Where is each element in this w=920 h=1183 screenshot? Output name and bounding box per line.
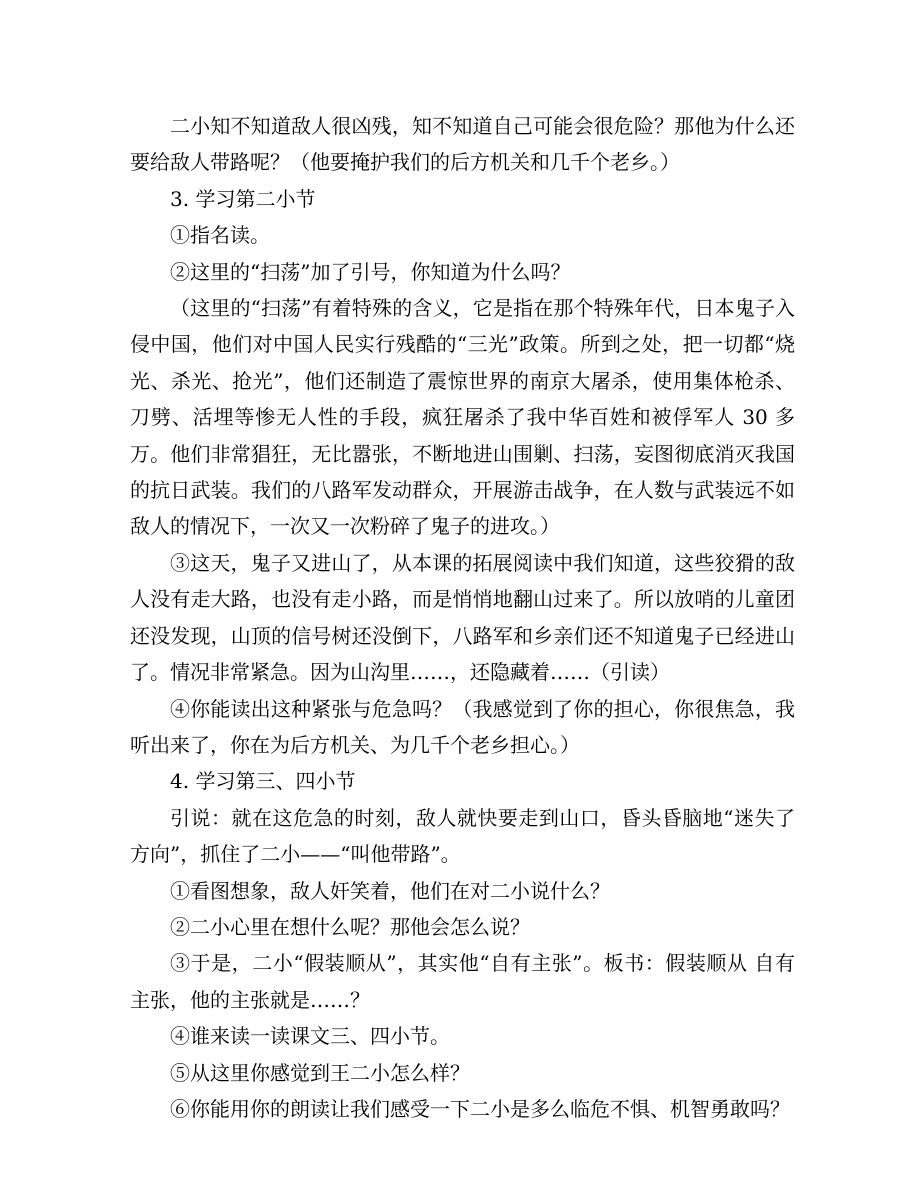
paragraph-lead-in: 引说：就在这危急的时刻，敌人就快要走到山口，昏头昏脑地“迷失了方向”，抓住了二小——“叫他带路”。 [130,805,795,867]
list-item: ②二小心里在想什么呢？那他会怎么说？ [170,914,530,939]
section-heading-3: 3. 学习第二小节 [170,186,316,211]
list-item: ①指名读。 [170,223,270,248]
paragraph-intro-question: 二小知不知道敌人很凶残，知不知道自己可能会很危险？那他为什么还要给敌人带路呢？（他要掩护我们的后方机关和几千个老乡。） [130,114,795,175]
list-item: ④谁来读一读课文三、四小节。 [170,1024,450,1049]
paragraph-explanation: （这里的“扫荡”有着特殊的含义，它是指在那个特殊年代，日本鬼子入侵中国，他们对中国人民实行残酷的“三光”政策。所到之处，把一切都“烧光、杀光、抢光”，他们还制造了震惊世界的南京大屠杀，使用集体枪杀、刀劈、活埋等惨无人性的手段，疯狂屠杀了我中华百姓和被俘军人 30 多万。他们非常猖狂，无比嚣张，不断地进山围剿、扫荡，妄图彻底消灭我国的抗日武装。我们的八路军发动群众，开展游击战争，在人数与武装远不如敌人的情况下，一次又一次粉碎了鬼子的进攻。） [130,296,795,539]
list-item: ④你能读出这种紧张与危急吗？（我感觉到了你的担心，你很焦急，我听出来了，你在为后方机关、为几千个老乡担心。） [130,696,795,757]
list-item: ⑥你能用你的朗读让我们感受一下二小是多么临危不惧、机智勇敢吗？ [170,1096,790,1121]
list-item: ⑤从这里你感觉到王二小怎么样？ [170,1060,470,1085]
document-body [130,108,795,1127]
list-item: ①看图想象，敌人奸笑着，他们在对二小说什么？ [170,878,610,903]
list-item: ③于是，二小“假装顺从”，其实他“自有主张”。板书：假装顺从 自有主张，他的主张就是……？ [130,951,795,1012]
list-item: ②这里的“扫荡”加了引号，你知道为什么吗？ [170,259,571,284]
section-heading-4: 4. 学习第三、四小节 [170,769,356,794]
list-item: ③这天，鬼子又进山了，从本课的拓展阅读中我们知道，这些狡猾的敌人没有走大路，也没有走小路，而是悄悄地翻山过来了。所以放哨的儿童团还没发现，山顶的信号树还没倒下，八路军和乡亲们还不知道鬼子已经进山了。情况非常紧急。因为山沟里……，还隐藏着……（引读） [130,550,795,685]
